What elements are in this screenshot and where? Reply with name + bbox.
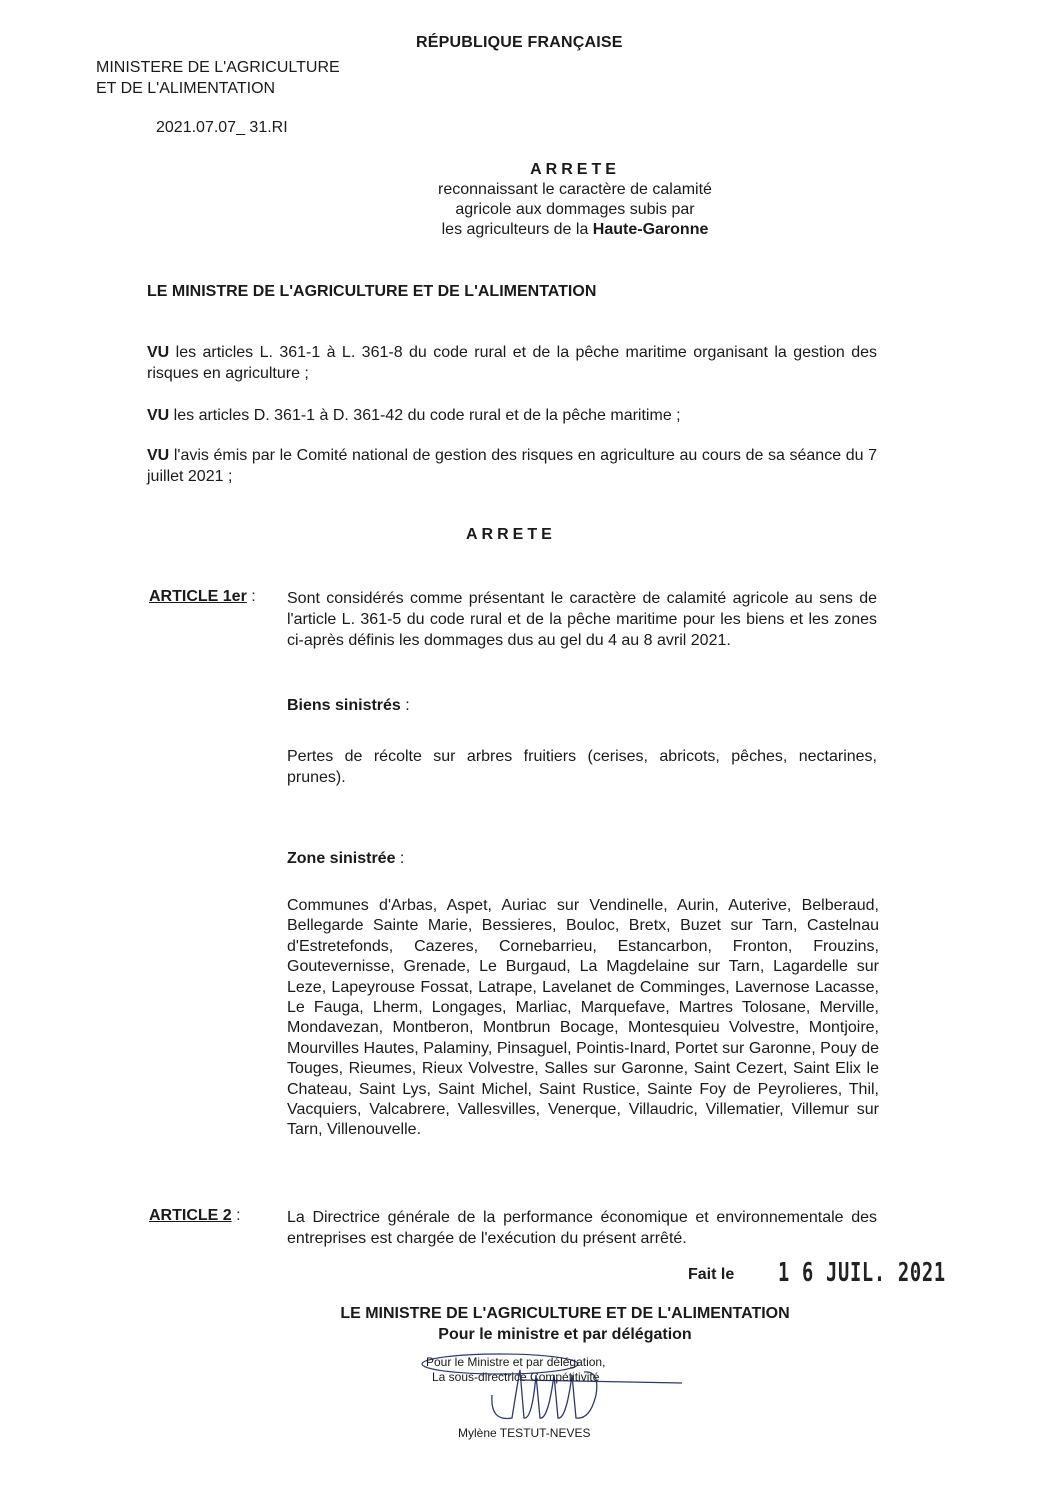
- article-2-text: La Directrice générale de la performance économique et environnementale des entreprises est chargée de l'exécution du présent arrêté.: [287, 1209, 877, 1247]
- article-2-label-text: ARTICLE 2: [149, 1207, 232, 1224]
- zone-heading-text: Zone sinistrée: [287, 850, 396, 867]
- vu-clause-1: [147, 342, 877, 384]
- vu-text: les articles D. 361-1 à D. 361-42 du code rural et de la pêche maritime ;: [169, 407, 681, 424]
- vu-label: VU: [147, 447, 170, 464]
- title-line-3: [300, 220, 850, 240]
- signature-minister: LE MINISTRE DE L'AGRICULTURE ET DE L'ALIMENTATION: [340, 1305, 790, 1322]
- title-line-2: agricole aux dommages subis par: [455, 201, 695, 218]
- date-stamp: 1 6 JUIL. 2021: [778, 1258, 946, 1288]
- ministry-name: [96, 57, 340, 99]
- signer-name: Mylène TESTUT-NEVES: [458, 1426, 591, 1440]
- stamp-line-1: Pour le Ministre et par délégation,: [426, 1355, 606, 1369]
- vu-text: les articles L. 361-1 à L. 361-8 du code rural et de la pêche maritime organisant la gestion des risques en agriculture ;: [147, 344, 877, 382]
- republic-heading: RÉPUBLIQUE FRANÇAISE: [416, 34, 623, 51]
- title-line-3-prefix: les agriculteurs de la: [441, 221, 593, 238]
- zone-communes-list: Communes d'Arbas, Aspet, Auriac sur Vendinelle, Aurin, Auterive, Belberaud, Bellegarde Sainte Marie, Bessieres, Bouloc, Bretx, Buzet sur Tarn, Castelnau d'Estretefonds, Cazeres, Cornebarrieu, Estancarbon, Fronton, Frouzins, Goutevernisse, Grenade, Le Burgaud, La Magdelaine sur Tarn, Lagardelle sur Leze, Lapeyrouse Fossat, Latrape, Lavelanet de Comminges, Lavernose Lacasse, Le Fauga, Lherm, Longages, Marliac, Marquefave, Martres Tolosane, Merville, Mondavezan, Montberon, Montbrun Bocage, Montesquieu Volvestre, Montjoire, Mourvilles Hautes, Palaminy, Pinsaguel, Pointis-Inard, Portet sur Garonne, Pouy de Touges, Rieumes, Rieux Volvestre, Salles sur Garonne, Saint Cezert, Saint Elix le Chateau, Saint Lys, Saint Michel, Saint Rustice, Sainte Foy de Peyrolieres, Thil, Vacquiers, Valcabrere, Vallesvilles, Venerque, Villaudric, Villematier, Villemur sur Tarn, Villenouvelle.: [287, 897, 879, 1139]
- document-title: [300, 160, 850, 240]
- vu-clause-2: [147, 405, 877, 426]
- reference-number: 2021.07.07_ 31.RI: [156, 119, 288, 136]
- biens-heading: [287, 697, 410, 715]
- zone-heading: [287, 850, 404, 868]
- vu-clause-3: [147, 445, 877, 487]
- decision-heading: ARRETE: [466, 526, 556, 543]
- title-heading: ARRETE: [530, 161, 620, 178]
- label-separator: :: [246, 588, 256, 605]
- ministry-line-2: ET DE L'ALIMENTATION: [96, 80, 276, 97]
- biens-heading-text: Biens sinistrés: [287, 697, 401, 714]
- label-separator: :: [231, 1207, 241, 1224]
- department-name: Haute-Garonne: [592, 221, 709, 238]
- ministry-line-1: MINISTERE DE L'AGRICULTURE: [96, 59, 340, 76]
- title-line-1: reconnaissant le caractère de calamité: [438, 181, 712, 198]
- label-separator: :: [400, 697, 410, 714]
- minister-heading: LE MINISTRE DE L'AGRICULTURE ET DE L'ALIMENTATION: [147, 283, 597, 300]
- article-1-label-text: ARTICLE 1er: [149, 588, 247, 605]
- biens-text: Pertes de récolte sur arbres fruitiers (cerises, abricots, pêches, nectarines, prunes).: [287, 748, 877, 786]
- label-separator: :: [395, 850, 405, 867]
- vu-label: VU: [147, 344, 170, 361]
- vu-label: VU: [147, 407, 170, 424]
- article-1-label: [149, 588, 256, 606]
- article-2-label: [149, 1207, 241, 1225]
- signature-delegation: Pour le ministre et par délégation: [438, 1326, 692, 1343]
- article-1-text: Sont considérés comme présentant le caractère de calamité agricole au sens de l'article L. 361-5 du code rural et de la pêche maritime pour les biens et les zones ci-après définis les dommages dus au gel du 4 au 8 avril 2021.: [287, 590, 877, 649]
- signature-stamp: [426, 1355, 605, 1385]
- fait-le-label: Fait le: [688, 1266, 735, 1283]
- stamp-line-2: La sous-directrice Compétitivité: [432, 1370, 600, 1384]
- vu-text: l'avis émis par le Comité national de gestion des risques en agriculture au cours de sa séance du 7 juillet 2021 ;: [147, 447, 877, 485]
